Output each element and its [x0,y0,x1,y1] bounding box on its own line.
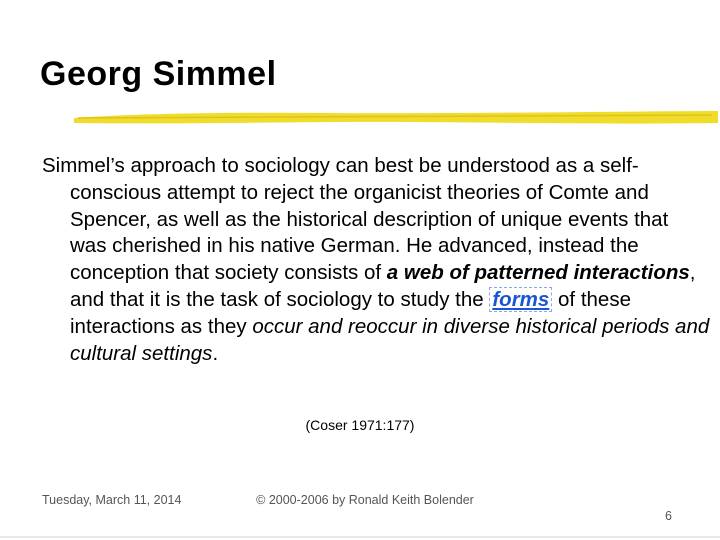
footer-copyright: © 2000-2006 by Ronald Keith Bolender [256,493,474,507]
slide-title: Georg Simmel [40,55,277,93]
paragraph-text: . [212,341,219,365]
emphasis-occur-and-reoccur: occur and reoccur in diverse historical periods and cultural settings [70,314,710,365]
footer-date: Tuesday, March 11, 2014 [42,493,182,507]
forms-link[interactable]: forms [489,287,552,312]
citation: (Coser 1971:177) [305,417,415,433]
emphasis-web-of-patterned-interactions: a web of patterned interactions [386,261,690,285]
quote-paragraph [42,153,710,367]
paragraph-text: Simmel’s approach to sociology can best be understood as a self-conscious attempt to reject the organicist theories of Comte and Spencer, as well as the historical description of unique events that was cherished in his native German. He advanced, instead the conception that society consists of [42,154,669,285]
title-underline [72,102,720,132]
bottom-divider [0,536,720,538]
page-number: 6 [665,509,672,523]
paragraph-text: of these interactions as they [70,287,631,338]
paragraph-text: , and that it is the task of sociology to study the [70,261,696,311]
